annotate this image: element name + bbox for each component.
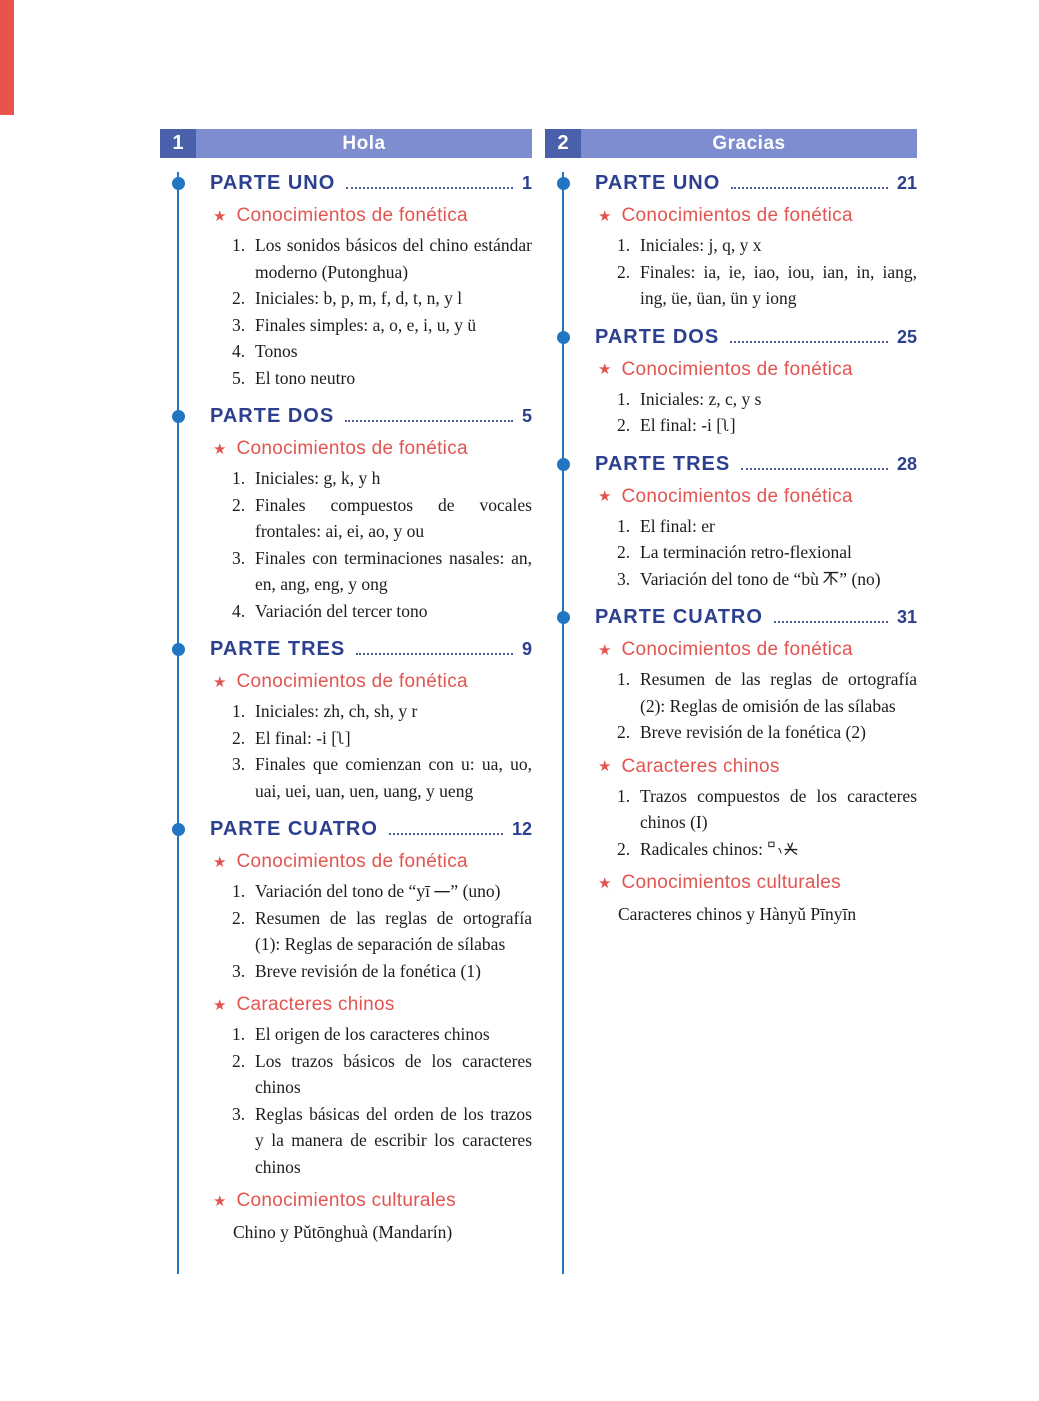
part-label: PARTE DOS <box>595 325 720 348</box>
section-items <box>617 513 917 593</box>
item-text: Tonos <box>255 341 298 361</box>
toc-item <box>232 725 532 752</box>
part-label: PARTE CUATRO <box>595 606 763 628</box>
section-heading-row <box>213 205 532 227</box>
timeline-dot <box>557 611 570 624</box>
toc-columns <box>160 129 917 1284</box>
star-icon: ★ <box>598 488 612 505</box>
dot-leader-line <box>346 187 513 189</box>
item-number: 1. <box>617 235 631 255</box>
item-number: 2. <box>232 727 246 748</box>
item-text: Finales compuestos de vocales frontales: ai, ei, ao, y ou <box>255 494 532 541</box>
item-number: 3. <box>232 1103 246 1124</box>
item-number: 2. <box>232 494 246 515</box>
hanzi-nv-icon <box>784 842 798 856</box>
part-page-number: 21 <box>896 173 917 193</box>
part-heading <box>210 172 532 195</box>
item-text: El tono neutro <box>255 367 356 388</box>
part-page-number: 5 <box>521 406 532 426</box>
section-heading-row <box>598 486 917 508</box>
section-heading: Conocimientos de fonética <box>621 205 853 226</box>
dot-leader-line <box>345 420 513 422</box>
item-number: 1. <box>617 388 631 409</box>
star-icon: ★ <box>598 641 612 659</box>
section-items <box>232 878 532 984</box>
part-label: PARTE DOS <box>210 405 335 427</box>
item-number: 2. <box>232 907 246 928</box>
hanzi-bu-icon <box>823 570 839 586</box>
part-heading <box>210 818 532 841</box>
item-text: El final: -i [ʅ] <box>255 727 351 748</box>
item-text: Los sonidos básicos del chino estándar moderno (Putonghua) <box>255 235 532 282</box>
timeline-dot <box>557 458 570 471</box>
unit-body <box>545 172 917 1284</box>
dot-leader-line <box>389 833 503 835</box>
item-text: Finales simples: a, o, e, i, u, y ü <box>255 314 477 335</box>
dot-leader-line <box>356 653 513 655</box>
star-icon: ★ <box>213 207 227 225</box>
item-text: Finales con terminaciones nasales: an, en, ang, eng, y ong <box>255 547 532 594</box>
section-heading: Caracteres chinos <box>236 994 395 1015</box>
toc-part <box>595 606 917 928</box>
timeline-dot <box>172 643 185 656</box>
star-icon: ★ <box>213 853 227 871</box>
item-number: 5. <box>232 367 246 388</box>
toc-item <box>232 285 532 312</box>
part-heading <box>210 405 532 428</box>
section-heading-row <box>213 994 532 1016</box>
dot-leader-line <box>741 468 888 470</box>
toc-item <box>617 259 917 312</box>
star-icon: ★ <box>213 996 227 1014</box>
section-heading: Conocimientos de fonética <box>236 851 468 872</box>
timeline-dot <box>172 410 185 423</box>
part-label: PARTE UNO <box>595 172 721 194</box>
item-number: 3. <box>232 754 246 774</box>
item-text: Iniciales: j, q, y x <box>640 235 762 255</box>
timeline-dot <box>172 823 185 836</box>
timeline-dot <box>172 177 185 190</box>
item-text: El origen de los caracteres chinos <box>255 1024 490 1044</box>
part-label: PARTE TRES <box>210 638 346 660</box>
item-text: Iniciales: g, k, y h <box>255 468 381 488</box>
item-number: 2. <box>617 838 631 859</box>
timeline-rail <box>177 172 179 1274</box>
section-heading: Conocimientos culturales <box>236 1190 456 1211</box>
section-items <box>617 783 917 863</box>
item-text: Breve revisión de la fonética (1) <box>255 960 481 981</box>
toc-item <box>232 465 532 492</box>
item-text: Radicales chinos: <box>640 836 917 863</box>
toc-item <box>232 598 532 625</box>
section-heading: Conocimientos de fonética <box>236 438 468 459</box>
section-items <box>617 666 917 746</box>
unit-number-badge: 2 <box>545 129 581 158</box>
item-number: 2. <box>617 722 631 742</box>
unit-column <box>545 129 917 1284</box>
toc-item <box>617 386 917 413</box>
section-heading: Conocimientos culturales <box>621 872 841 893</box>
item-number: 1. <box>617 669 631 689</box>
toc-item <box>617 836 917 863</box>
section-heading: Conocimientos de fonética <box>236 205 468 226</box>
item-number: 4. <box>232 600 246 621</box>
section-heading-row <box>598 639 917 661</box>
item-text: La terminación retro-flexional <box>640 542 852 562</box>
part-page-number: 1 <box>521 173 532 193</box>
item-number: 2. <box>617 415 631 435</box>
unit-title: Hola <box>196 129 532 158</box>
hanzi-kou-icon <box>767 840 776 849</box>
star-icon: ★ <box>598 874 612 892</box>
item-text: Variación del tono de “bù ” (no) <box>640 568 881 589</box>
toc-item <box>232 751 532 804</box>
unit-header <box>160 129 532 158</box>
section-heading: Caracteres chinos <box>621 755 780 777</box>
toc-item <box>617 412 917 439</box>
star-icon: ★ <box>213 1192 227 1210</box>
item-text: Iniciales: zh, ch, sh, y r <box>255 701 418 721</box>
toc-item <box>232 905 532 958</box>
part-page-number: 28 <box>896 453 917 474</box>
section-items <box>617 386 917 439</box>
item-number: 1. <box>617 515 631 536</box>
toc-item <box>232 492 532 545</box>
part-page-number: 9 <box>521 639 532 659</box>
toc-part <box>595 172 917 312</box>
toc-part <box>210 638 532 804</box>
red-accent-bar <box>0 0 14 115</box>
section-heading-row <box>213 671 532 693</box>
item-number: 1. <box>617 785 631 806</box>
section-items <box>232 232 532 391</box>
item-number: 3. <box>232 547 246 568</box>
toc-item <box>232 958 532 985</box>
unit-title: Gracias <box>581 129 917 158</box>
section-items <box>232 698 532 804</box>
toc-item <box>232 698 532 725</box>
unit-column <box>160 129 532 1284</box>
item-number: 3. <box>232 960 246 981</box>
item-text: Trazos compuestos de los caracteres chinos (I) <box>640 785 917 832</box>
toc-item <box>617 513 917 540</box>
item-text: Variación del tono de “yī ” (uno) <box>255 881 501 901</box>
section-heading: Conocimientos de fonética <box>621 485 853 507</box>
section-heading-row <box>598 872 917 894</box>
hanzi-yi-icon <box>434 883 450 899</box>
section-text: Chino y Pǔtōnghuà (Mandarín) <box>233 1222 453 1242</box>
section-heading-row <box>598 359 917 381</box>
toc-item <box>617 719 917 746</box>
item-number: 3. <box>232 314 246 335</box>
toc-item <box>232 545 532 598</box>
star-icon: ★ <box>213 440 227 458</box>
item-number: 1. <box>232 468 246 488</box>
hanzi-dun-icon <box>776 847 784 855</box>
star-icon: ★ <box>598 207 612 225</box>
dot-leader-line <box>774 621 888 623</box>
item-text: Iniciales: b, p, m, f, d, t, n, y l <box>255 288 463 308</box>
timeline-dot <box>557 177 570 190</box>
item-number: 1. <box>232 881 246 901</box>
item-number: 2. <box>232 288 246 308</box>
part-heading <box>595 326 917 349</box>
unit-number-badge: 1 <box>160 129 196 158</box>
section-heading-row <box>213 1190 532 1212</box>
toc-item <box>617 783 917 836</box>
part-page-number: 31 <box>896 607 917 627</box>
toc-item <box>232 232 532 285</box>
toc-item <box>617 566 917 593</box>
toc-item <box>617 666 917 719</box>
item-text: Iniciales: z, c, y s <box>640 388 762 409</box>
item-text: Resumen de las reglas de ortografía (1): Reglas de separación de sílabas <box>255 907 532 954</box>
section-heading: Conocimientos de fonética <box>621 639 853 660</box>
toc-item <box>232 1048 532 1101</box>
part-page-number: 12 <box>511 819 532 839</box>
part-label: PARTE TRES <box>595 452 731 475</box>
toc-item <box>232 1021 532 1048</box>
star-icon: ★ <box>598 758 612 775</box>
item-text: Finales: ia, ie, iao, iou, ian, in, iang, ing, üe, üan, ün y iong <box>640 261 917 308</box>
toc-item <box>232 1101 532 1181</box>
part-heading <box>595 453 917 476</box>
item-text: Los trazos básicos de los caracteres chinos <box>255 1050 532 1097</box>
unit-header <box>545 129 917 158</box>
section-items <box>617 232 917 312</box>
part-heading <box>595 172 917 195</box>
toc-item <box>232 338 532 365</box>
item-number: 3. <box>617 568 631 589</box>
section-heading-row <box>598 756 917 778</box>
star-icon: ★ <box>213 673 227 691</box>
item-text: Finales que comienzan con u: ua, uo, uai, uei, uan, uen, uang, y ueng <box>255 754 532 801</box>
item-number: 2. <box>617 542 631 562</box>
item-number: 4. <box>232 341 246 361</box>
item-number: 2. <box>617 261 631 282</box>
toc-item <box>617 232 917 259</box>
item-number: 1. <box>232 1024 246 1044</box>
item-number: 1. <box>232 235 246 255</box>
item-text: Reglas básicas del orden de los trazos y la manera de escribir los caracteres chinos <box>255 1103 532 1177</box>
section-heading: Conocimientos de fonética <box>236 671 468 692</box>
toc-item <box>232 312 532 339</box>
toc-part <box>595 453 917 593</box>
unit-body <box>160 172 532 1284</box>
toc-part <box>210 405 532 624</box>
part-heading <box>595 606 917 629</box>
item-text: El final: er <box>640 515 715 536</box>
part-heading <box>210 638 532 661</box>
section-heading: Conocimientos de fonética <box>621 358 853 380</box>
toc-item <box>617 539 917 566</box>
timeline-dot <box>557 331 570 344</box>
section-items <box>232 1021 532 1180</box>
item-text: Resumen de las reglas de ortografía (2): Reglas de omisión de las sílabas <box>640 669 917 716</box>
item-number: 2. <box>232 1050 246 1071</box>
part-label: PARTE UNO <box>210 172 336 194</box>
star-icon: ★ <box>598 361 612 378</box>
section-text: Caracteres chinos y Hànyǔ Pīnyīn <box>618 904 857 924</box>
section-heading-row <box>213 851 532 873</box>
toc-part <box>595 326 917 439</box>
section-items <box>232 465 532 624</box>
dot-leader-line <box>730 341 888 343</box>
dot-leader-line <box>731 187 888 189</box>
section-heading-row <box>213 438 532 460</box>
toc-part <box>210 818 532 1246</box>
item-text: Breve revisión de la fonética (2) <box>640 722 866 742</box>
section-heading-row <box>598 205 917 227</box>
part-label: PARTE CUATRO <box>210 818 378 840</box>
toc-item <box>232 878 532 905</box>
item-text: El final: -i [ʅ] <box>640 415 736 435</box>
item-text: Variación del tercer tono <box>255 600 428 621</box>
toc-part <box>210 172 532 391</box>
item-number: 1. <box>232 701 246 721</box>
toc-item <box>232 365 532 392</box>
part-page-number: 25 <box>896 326 917 347</box>
